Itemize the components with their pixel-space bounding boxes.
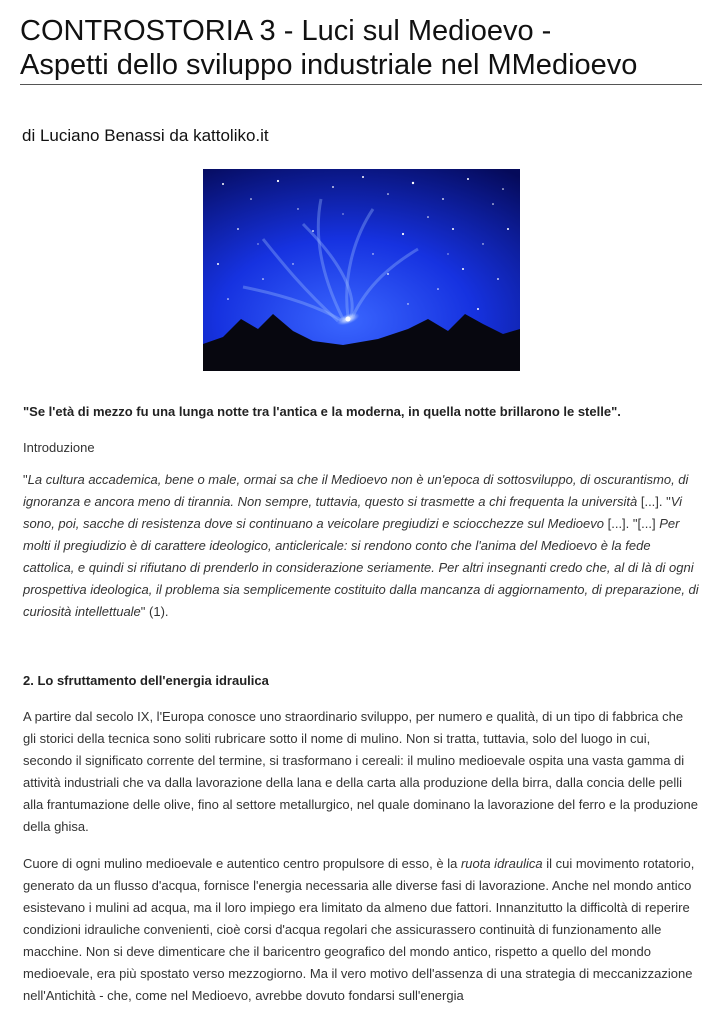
intro-heading: Introduzione bbox=[23, 440, 95, 455]
body-text-a: Cuore di ogni mulino medioevale e autentico centro propulsore di esso, è la bbox=[23, 856, 461, 871]
pull-quote: "Se l'età di mezzo fu una lunga notte tra l'antica e la moderna, in quella notte brillarono le stelle". bbox=[23, 404, 621, 419]
night-sky-comet-image bbox=[203, 169, 520, 371]
intro-text-2: [...]. "[...] bbox=[604, 516, 660, 531]
section-heading: 2. Lo sfruttamento dell'energia idraulica bbox=[23, 673, 269, 688]
body-paragraph-1: A partire dal secolo IX, l'Europa conosce uno straordinario sviluppo, per numero e qualità, di un tipo di fabbrica che gli storici della tecnica sono soliti rubricare sotto il nome di mulino. Non si tratta, tuttavia, solo del luogo in cui, secondo il significato corrente del termine, si trasformano i cereali: il mulino medioevale ospita una vasta gamma di attività industriali che va dalla lavorazione della lana e della carta alla produzione della birra, dalla concia delle pelli alla frantumazione delle olive, fino al settore metallurgico, nel quale dominano la lavorazione del ferro e la produzione della ghisa. bbox=[23, 709, 698, 834]
intro-quote-2: Vi sono, poi, sacche di resistenza dove si continuano a veicolare pregiudizi e sciocchezze sul Medioevo bbox=[23, 494, 683, 531]
intro-text-1: [...]. " bbox=[637, 494, 671, 509]
byline: di Luciano Benassi da kattoliko.it bbox=[22, 126, 269, 145]
body-text-b: il cui movimento rotatorio, generato da un flusso d'acqua, fornisce l'energia necessaria alle diverse fasi di lavorazione. Anche nel mondo antico esistevano i mulini ad acqua, ma il loro impiego era limitato da almeno due fattori. Innanzitutto la difficoltà di reperire condizioni idrauliche convenienti, cioè corsi d'acqua regolari che assicurassero continuità di funzionamento alle macchine. Non si deve dimenticare che il baricentro geografico del mondo antico, rispetto a quello del mondo medioevale, era più spostato verso mezzogiorno. Ma il vero motivo dell'assenza di una strategia di meccanizzazione nell'Antichità - che, come nel Medioevo, avrebbe dovuto fondarsi sull'energia bbox=[23, 856, 695, 1003]
intro-paragraph bbox=[23, 469, 699, 623]
intro-quote-3: Per molti il pregiudizio è di carattere ideologico, anticlericale: si rendono conto che l'anima del Medioevo è la fede cattolica, e quindi si rifiutano di prenderlo in considerazione seriamente. Per altri insegnanti credo che, al di là di ogni prospettiva ideologica, il problema sia semplicemente costituito dalla mancanza di aggiornamento, di preparazione, di curiosità intellettuale bbox=[23, 516, 699, 619]
body-italic: ruota idraulica bbox=[460, 856, 543, 871]
quote-mark: " bbox=[23, 472, 28, 487]
body-paragraph-2 bbox=[23, 853, 699, 1007]
intro-quote-1: La cultura accademica, bene o male, ormai sa che il Medioevo non è un'epoca di sottosviluppo, di oscurantismo, di ignoranza e ancora meno di tirannia. Non sempre, tuttavia, questo si trasmette a chi frequenta la università bbox=[23, 472, 689, 509]
title-line-2: Aspetti dello sviluppo industriale nel MMedioevo bbox=[20, 49, 638, 81]
article-title bbox=[20, 14, 702, 85]
intro-text-3: " (1). bbox=[140, 604, 169, 619]
title-line-1: CONTROSTORIA 3 - Luci sul Medioevo - bbox=[20, 15, 552, 47]
